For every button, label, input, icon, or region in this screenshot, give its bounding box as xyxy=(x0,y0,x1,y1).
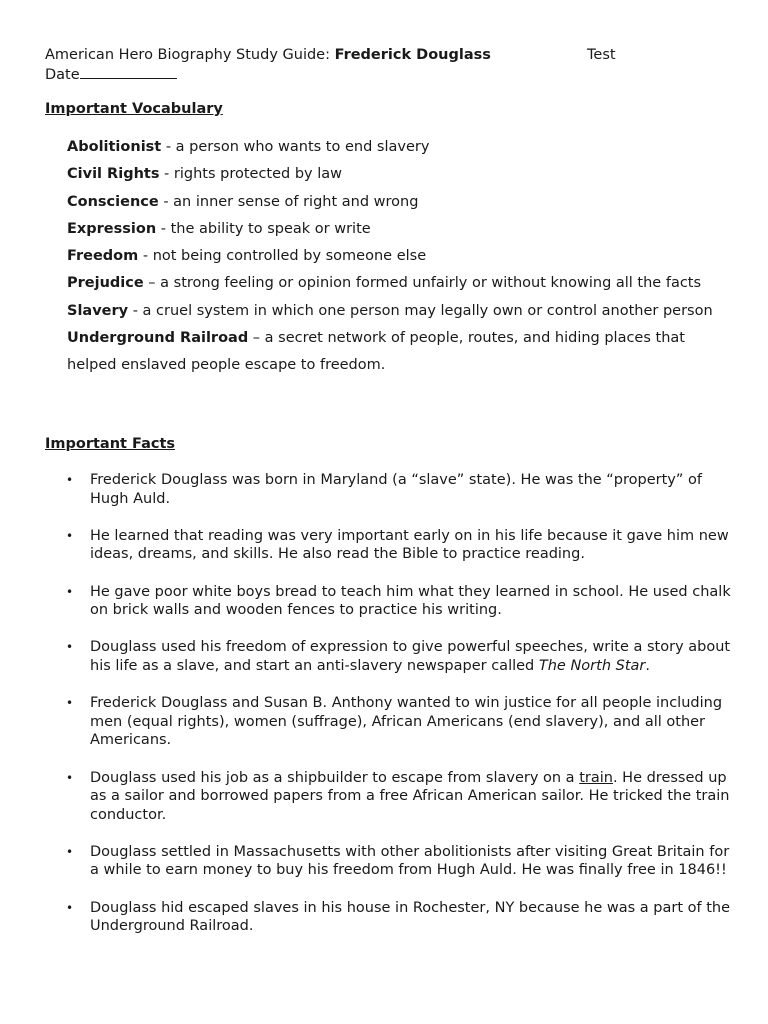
vocab-definition: - rights protected by law xyxy=(159,166,343,183)
fact-item xyxy=(45,527,735,564)
vocab-term: Expression xyxy=(67,220,157,237)
underlined-word: train xyxy=(579,769,613,786)
vocab-definition: - the ability to speak or write xyxy=(156,220,371,237)
bullet-icon: • xyxy=(66,900,74,915)
title-subject: Frederick Douglass xyxy=(334,47,491,63)
vocab-definition: – a secret network of people, routes, and hiding places that helped enslaved people escape to freedom. xyxy=(67,330,685,374)
vocabulary-list xyxy=(67,134,727,380)
vocab-term: Underground Railroad xyxy=(67,330,249,347)
date-line xyxy=(45,64,177,84)
bullet-icon: • xyxy=(66,844,74,859)
bullet-icon: • xyxy=(66,696,74,711)
facts-heading: Important Facts xyxy=(45,436,176,452)
fact-item xyxy=(45,694,735,750)
bullet-icon: • xyxy=(66,640,74,655)
fact-text-end: . xyxy=(645,657,650,674)
fact-item xyxy=(45,471,735,508)
vocab-definition: - not being controlled by someone else xyxy=(138,248,427,265)
bullet-icon: • xyxy=(66,770,74,785)
fact-item xyxy=(45,583,735,620)
vocab-term: Conscience xyxy=(67,193,159,210)
vocab-term: Prejudice xyxy=(67,275,144,292)
vocab-definition: - a cruel system in which one person may legally own or control another person xyxy=(128,302,713,319)
test-label: Test xyxy=(587,47,616,63)
fact-text: Frederick Douglass was born in Maryland (a “slave” state). He was the “property” of Hugh Auld. xyxy=(90,472,702,507)
vocabulary-heading: Important Vocabulary xyxy=(45,101,223,117)
vocab-item xyxy=(67,270,727,297)
fact-text: Douglass settled in Massachusetts with other abolitionists after visiting Great Britain for a while to earn money to buy his freedom from Hugh Auld. He was finally free in 1846!! xyxy=(90,843,730,879)
title-prefix: American Hero Biography Study Guide: xyxy=(45,47,335,63)
vocab-item xyxy=(67,161,727,188)
vocab-item xyxy=(67,325,727,380)
fact-text: Douglass used his freedom of expression to give powerful speeches, write a story about his life as a slave, and start an anti-slavery newspaper called xyxy=(90,639,731,674)
fact-item xyxy=(45,769,735,825)
fact-text: Douglass used his job as a shipbuilder to escape from slavery on a xyxy=(90,769,580,786)
vocab-item xyxy=(67,189,727,216)
vocab-term: Freedom xyxy=(67,248,139,265)
fact-text: He learned that reading was very important early on in his life because it gave him new ideas, dreams, and skills. He also read the Bible to practice reading. xyxy=(90,527,729,563)
bullet-icon: • xyxy=(66,473,74,487)
vocab-definition: – a strong feeling or opinion formed unfairly or without knowing all the facts xyxy=(143,275,702,292)
date-blank-line xyxy=(80,64,177,79)
vocab-item xyxy=(67,216,727,243)
facts-list xyxy=(45,471,735,954)
fact-item xyxy=(45,899,735,936)
fact-text: Douglass hid escaped slaves in his house in Rochester, NY because he was a part of the Underground Railroad. xyxy=(90,899,731,935)
vocab-item xyxy=(67,243,727,270)
page-title xyxy=(45,46,735,64)
vocab-term: Civil Rights xyxy=(67,166,160,183)
fact-text-end: . He dressed up as a sailor and borrowed papers from a free African American sailor. He tricked the train conductor. xyxy=(90,769,730,823)
vocab-term: Slavery xyxy=(67,302,129,319)
bullet-icon: • xyxy=(66,528,74,543)
fact-item xyxy=(45,638,735,675)
vocab-item xyxy=(67,134,727,161)
vocab-term: Abolitionist xyxy=(67,139,162,155)
vocab-definition: - an inner sense of right and wrong xyxy=(158,193,419,210)
date-label: Date xyxy=(45,67,80,83)
fact-text: He gave poor white boys bread to teach him what they learned in school. He used chalk on brick walls and wooden fences to practice his writing. xyxy=(90,583,731,619)
bullet-icon: • xyxy=(66,584,74,599)
vocab-definition: - a person who wants to end slavery xyxy=(161,139,430,155)
newspaper-title: The North Star xyxy=(538,657,646,674)
vocab-item xyxy=(67,298,727,325)
fact-text: Frederick Douglass and Susan B. Anthony wanted to win justice for all people including men (equal rights), women (suffrage), African Americans (end slavery), and all other Americans. xyxy=(90,695,723,749)
fact-item xyxy=(45,843,735,880)
